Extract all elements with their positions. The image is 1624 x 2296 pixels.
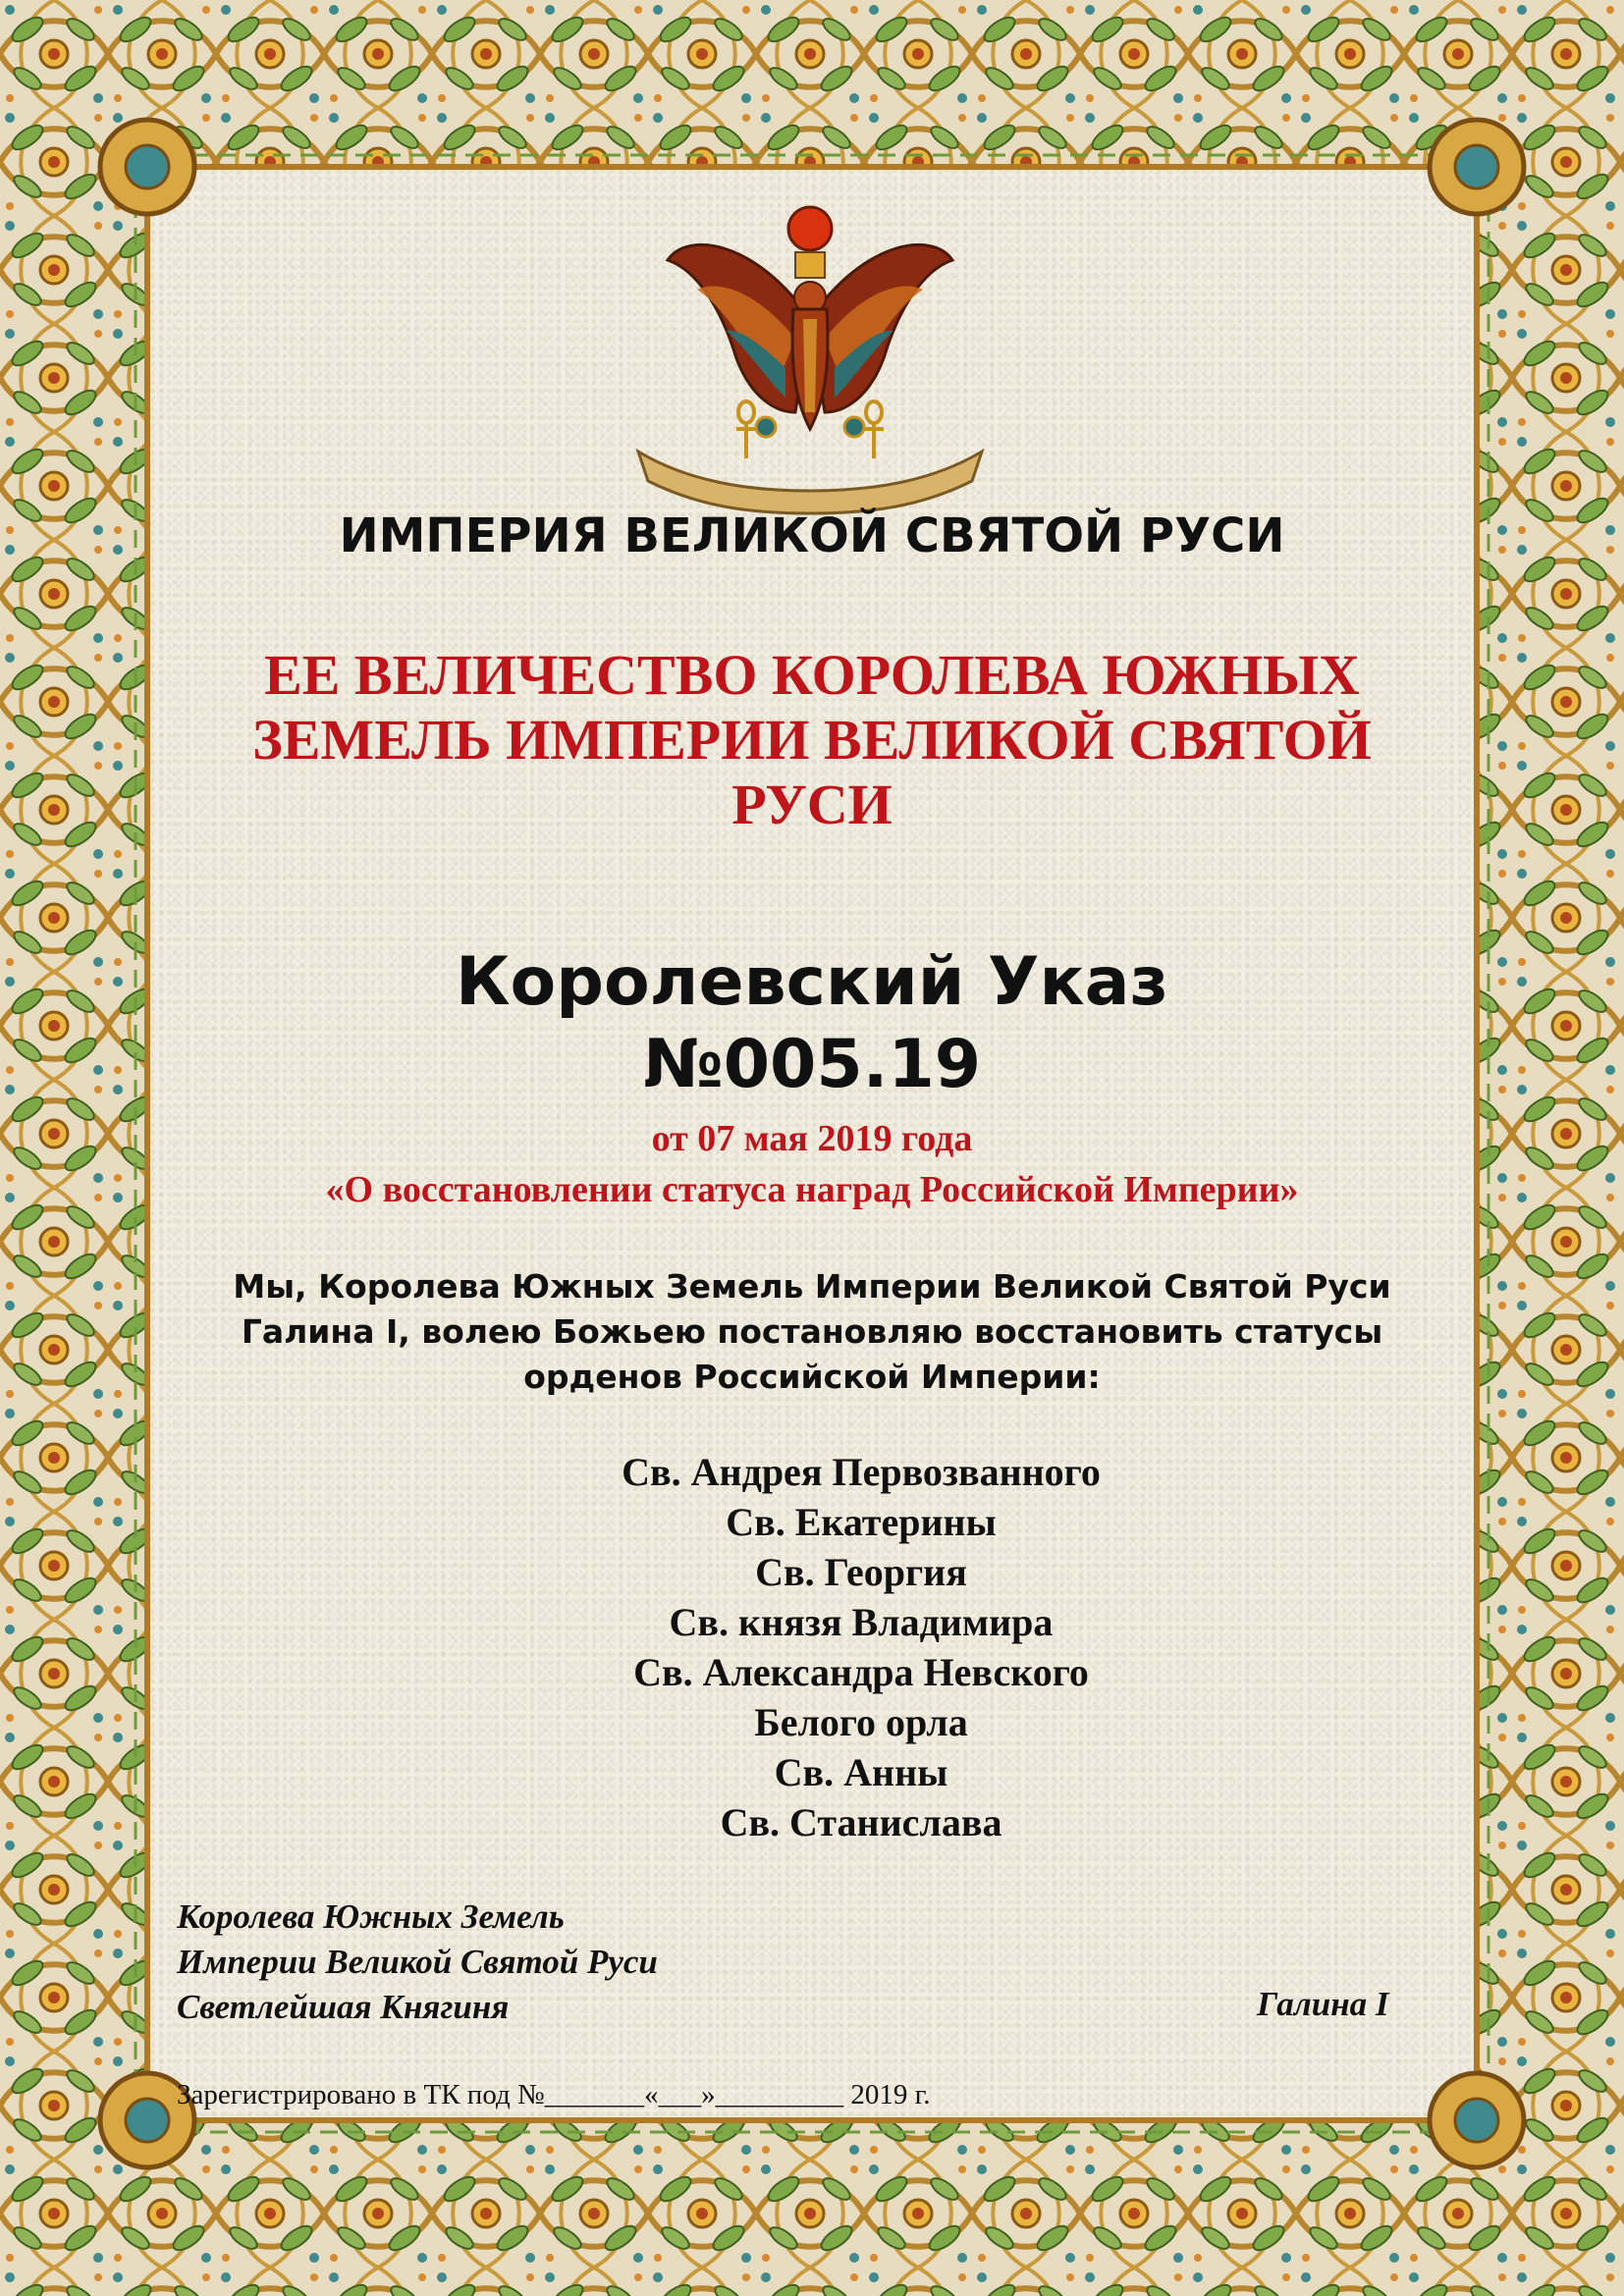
decree-date: от 07 мая 2019 года — [651, 1118, 973, 1159]
signature-line: Королева Южных Земель — [177, 1897, 565, 1936]
order-item: Св. Георгия — [755, 1550, 967, 1594]
orders-list — [0, 1447, 1624, 1847]
order-item: Св. Александра Невского — [633, 1650, 1089, 1694]
signatory-name: Галина I — [1257, 1985, 1389, 2023]
order-item: Св. Станислава — [720, 1800, 1002, 1844]
queen-title-heading: ЕЕ ВЕЛИЧЕСТВО КОРОЛЕВА ЮЖНЫХ ЗЕМЕЛЬ ИМПЕРИИ ВЕЛИКОЙ СВЯТОЙ РУСИ — [252, 643, 1372, 836]
decree-title: Королевский Указ — [455, 943, 1169, 1021]
signature-line: Империи Великой Святой Руси — [177, 1943, 658, 1981]
order-item: Белого орла — [754, 1700, 968, 1744]
signature-line: Светлейшая Княгиня — [177, 1988, 510, 2026]
order-item: Св. Екатерины — [726, 1500, 997, 1544]
falcon-emblem-icon — [628, 201, 992, 515]
order-item: Св. Анны — [774, 1750, 948, 1794]
registration-line: Зарегистрировано в ТК под №_______«___»_________ 2019 г. — [177, 2079, 931, 2110]
decree-number: №005.19 — [642, 1026, 982, 1103]
order-item: Св. Андрея Первозванного — [622, 1450, 1101, 1494]
decree-subject: «О восстановлении статуса наград Российской Империи» — [325, 1169, 1299, 1210]
order-item: Св. князя Владимира — [669, 1600, 1054, 1644]
empire-heading: ИМПЕРИЯ ВЕЛИКОЙ СВЯТОЙ РУСИ — [339, 508, 1285, 563]
decree-body: Мы, Королева Южных Земель Империи Великой Святой Руси Галина I, волею Божьею постановляю восстановить статусы орденов Российской Империи: — [233, 1267, 1391, 1396]
signature-block — [177, 1895, 658, 2030]
